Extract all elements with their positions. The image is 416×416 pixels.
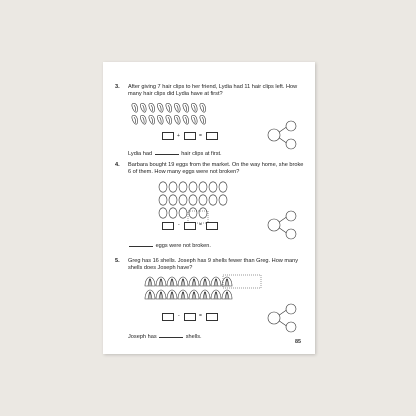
answer-box[interactable]: [184, 222, 196, 230]
page-number: 85: [295, 339, 301, 345]
hair-clip-icon: [140, 103, 147, 113]
answer-box[interactable]: [162, 222, 174, 230]
egg-icon: [179, 195, 187, 205]
answer-blank[interactable]: [155, 154, 179, 155]
shell-icon: [200, 277, 210, 286]
egg-icon: [219, 182, 227, 192]
hair-clip-icon: [140, 115, 147, 125]
shell-icon: [156, 290, 166, 299]
equals-sign: =: [199, 222, 202, 228]
answer-sentence: [128, 334, 202, 340]
egg-icon: [169, 208, 177, 218]
answer-box[interactable]: [162, 313, 174, 321]
hair-clip-icon: [131, 103, 138, 113]
answer-box[interactable]: [206, 132, 218, 140]
shell-icon: [222, 290, 232, 299]
answer-blank[interactable]: [129, 246, 153, 247]
hair-clip-icon: [174, 103, 181, 113]
eggs-illustration: [159, 182, 239, 224]
shell-icon: [156, 277, 166, 286]
minus-sign: -: [178, 222, 180, 228]
egg-icon: [189, 182, 197, 192]
hair-clip-icon: [157, 103, 164, 113]
answer-prefix: Joseph has: [128, 334, 157, 340]
hair-clip-icon: [191, 103, 198, 113]
question-text: After giving 7 hair clips to her friend, Lydia had 11 hair clips left. How many hair clips did Lydia have at first?: [128, 84, 298, 97]
egg-icon: [179, 208, 187, 218]
hair-clip-icon: [191, 115, 198, 125]
answer-suffix: shells.: [185, 334, 202, 340]
number-bond-diagram: [266, 210, 302, 240]
egg-icon: [179, 182, 187, 192]
shell-icon: [145, 277, 155, 286]
hair-clip-icon: [165, 115, 172, 125]
hair-clip-icon: [199, 115, 206, 125]
answer-suffix: eggs were not broken.: [155, 243, 211, 249]
answer-box[interactable]: [184, 313, 196, 321]
answer-box[interactable]: [206, 313, 218, 321]
hair-clip-icon: [157, 115, 164, 125]
equals-sign: =: [199, 133, 202, 139]
shell-icon: [189, 277, 199, 286]
answer-sentence: [128, 243, 211, 249]
shells-illustration: [143, 276, 273, 308]
hair-clip-icon: [199, 103, 206, 113]
number-bond-diagram: [266, 303, 302, 333]
question-text: Barbara bought 19 eggs from the market. On the way home, she broke 6 of them. How many eggs were not broken?: [128, 162, 304, 175]
hair-clip-icon: [182, 103, 189, 113]
egg-icon: [169, 195, 177, 205]
shell-icon: [167, 290, 177, 299]
shell-icon: [211, 290, 221, 299]
answer-prefix: Lydia had: [128, 151, 153, 157]
egg-icon: [209, 182, 217, 192]
answer-box[interactable]: [184, 132, 196, 140]
hair-clip-icon: [174, 115, 181, 125]
egg-icon: [159, 208, 167, 218]
egg-icon: [199, 195, 207, 205]
shell-icon: [222, 277, 232, 286]
hair-clips-illustration: [128, 102, 208, 132]
egg-icon: [189, 195, 197, 205]
worksheet-page: [103, 62, 315, 354]
hair-clip-icon: [131, 115, 138, 125]
egg-icon: [159, 182, 167, 192]
plus-sign: +: [177, 133, 180, 139]
shell-icon: [211, 277, 221, 286]
minus-sign: -: [178, 313, 180, 319]
answer-box[interactable]: [162, 132, 174, 140]
hair-clip-icon: [148, 103, 155, 113]
answer-box[interactable]: [206, 222, 218, 230]
hair-clip-icon: [182, 115, 189, 125]
question-text: Greg has 16 shells. Joseph has 9 shells fewer than Greg. How many shells does Joseph have?: [128, 258, 299, 271]
shell-icon: [178, 290, 188, 299]
egg-icon: [159, 195, 167, 205]
equals-sign: =: [199, 313, 202, 319]
egg-icon: [199, 182, 207, 192]
egg-icon: [219, 195, 227, 205]
number-bond-diagram: [266, 120, 302, 150]
answer-blank[interactable]: [159, 337, 183, 338]
egg-icon: [189, 208, 197, 218]
shell-icon: [167, 277, 177, 286]
answer-suffix: hair clips at first.: [181, 151, 222, 157]
question-number: 3.: [115, 84, 120, 90]
shell-icon: [178, 277, 188, 286]
egg-icon: [199, 208, 207, 218]
shell-icon: [145, 290, 155, 299]
shell-icon: [200, 290, 210, 299]
answer-sentence: [128, 151, 222, 157]
hair-clip-icon: [148, 115, 155, 125]
question-number: 5.: [115, 258, 120, 264]
question-number: 4.: [115, 162, 120, 168]
egg-icon: [209, 195, 217, 205]
shell-icon: [189, 290, 199, 299]
hair-clip-icon: [165, 103, 172, 113]
egg-icon: [169, 182, 177, 192]
